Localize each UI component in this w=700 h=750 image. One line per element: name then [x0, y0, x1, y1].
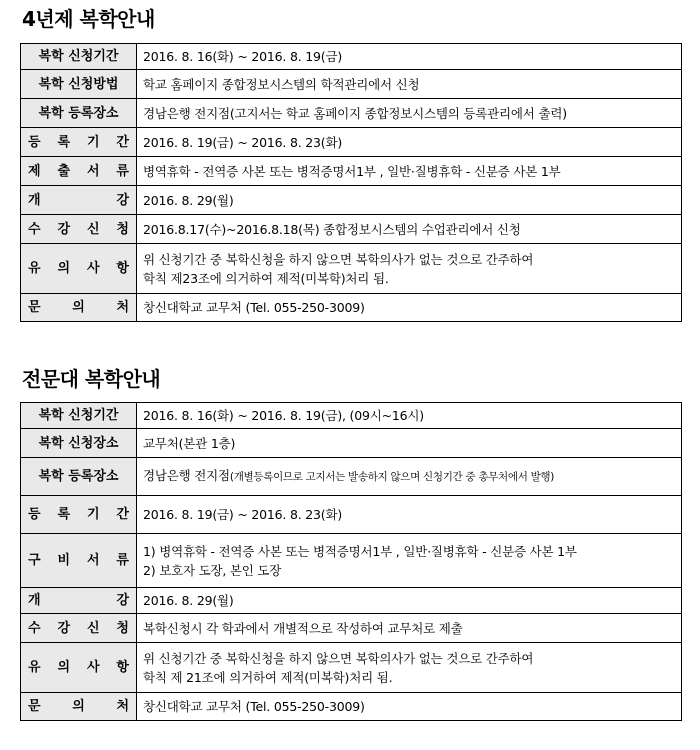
table-row: [21, 429, 682, 458]
section-title-4year: 4년제 복학안내: [22, 7, 155, 31]
table-row: [21, 643, 682, 693]
row-value: 복학신청시 각 학과에서 개별적으로 작성하여 교무처로 제출: [137, 614, 682, 643]
row-label: 복학 신청기간: [21, 44, 137, 70]
row-value: 학교 홈페이지 종합정보시스템의 학적관리에서 신청: [137, 70, 682, 99]
table-row: [21, 534, 682, 588]
row-label: 등 록 기 간: [21, 128, 137, 157]
table-row: [21, 614, 682, 643]
row-label: 등 록 기 간: [21, 496, 137, 534]
row-label: 유 의 사 항: [21, 244, 137, 294]
table-row: [21, 458, 682, 496]
table-row: [21, 215, 682, 244]
row-label: 문 의 처: [21, 294, 137, 322]
row-value: 병역휴학 - 전역증 사본 또는 병적증명서1부 , 일반·질병휴학 - 신분증 사본 1부: [137, 157, 682, 186]
table-row: [21, 157, 682, 186]
row-label: 제 출 서 류: [21, 157, 137, 186]
row-label: 복학 신청장소: [21, 429, 137, 458]
row-label: 개 강: [21, 588, 137, 614]
row-value: 2016. 8. 16(화) ~ 2016. 8. 19(금), (09시~16시): [137, 403, 682, 429]
row-label: 복학 등록장소: [21, 458, 137, 496]
table-row: [21, 588, 682, 614]
row-label: 구 비 서 류: [21, 534, 137, 588]
table-row: [21, 44, 682, 70]
table-row: [21, 99, 682, 128]
table-row: [21, 403, 682, 429]
table-row: [21, 244, 682, 294]
table-row: [21, 693, 682, 721]
table-row: [21, 70, 682, 99]
row-value: 2016.8.17(수)~2016.8.18(목) 종합정보시스템의 수업관리에서 신청: [137, 215, 682, 244]
table-row: [21, 294, 682, 322]
row-value: 2016. 8. 16(화) ~ 2016. 8. 19(금): [137, 44, 682, 70]
row-label: 복학 등록장소: [21, 99, 137, 128]
row-label: 개 강: [21, 186, 137, 215]
table-row: [21, 496, 682, 534]
row-label: 복학 신청방법: [21, 70, 137, 99]
row-label: 문 의 처: [21, 693, 137, 721]
info-table-4year: [20, 43, 682, 322]
row-value: 창신대학교 교무처 (Tel. 055-250-3009): [137, 294, 682, 322]
row-label: 복학 신청기간: [21, 403, 137, 429]
row-value: 1) 병역휴학 - 전역증 사본 또는 병적증명서1부 , 일반·질병휴학 - 신분증 사본 1부 2) 보호자 도장, 본인 도장: [137, 534, 682, 588]
row-label: 수 강 신 청: [21, 614, 137, 643]
table-row: [21, 128, 682, 157]
row-value: 2016. 8. 29(월): [137, 588, 682, 614]
table-row: [21, 186, 682, 215]
row-value: 2016. 8. 19(금) ~ 2016. 8. 23(화): [137, 496, 682, 534]
row-value: 위 신청기간 중 복학신청을 하지 않으면 복학의사가 없는 것으로 간주하여 학칙 제23조에 의거하여 제적(미복학)처리 됨.: [137, 244, 682, 294]
row-value: 교무처(본관 1층): [137, 429, 682, 458]
row-value: 경남은행 전지점(개별등록이므로 고지서는 발송하지 않으며 신청기간 중 총무처에서 발행): [137, 458, 682, 496]
row-value: 위 신청기간 중 복학신청을 하지 않으면 복학의사가 없는 것으로 간주하여 학칙 제 21조에 의거하여 제적(미복학)처리 됨.: [137, 643, 682, 693]
row-label: 유 의 사 항: [21, 643, 137, 693]
row-value: 창신대학교 교무처 (Tel. 055-250-3009): [137, 693, 682, 721]
row-value: 2016. 8. 29(월): [137, 186, 682, 215]
section-title-college: 전문대 복학안내: [22, 367, 161, 391]
row-label: 수 강 신 청: [21, 215, 137, 244]
info-table-college: [20, 402, 682, 721]
row-value: 경남은행 전지점(고지서는 학교 홈페이지 종합정보시스템의 등록관리에서 출력): [137, 99, 682, 128]
row-value: 2016. 8. 19(금) ~ 2016. 8. 23(화): [137, 128, 682, 157]
